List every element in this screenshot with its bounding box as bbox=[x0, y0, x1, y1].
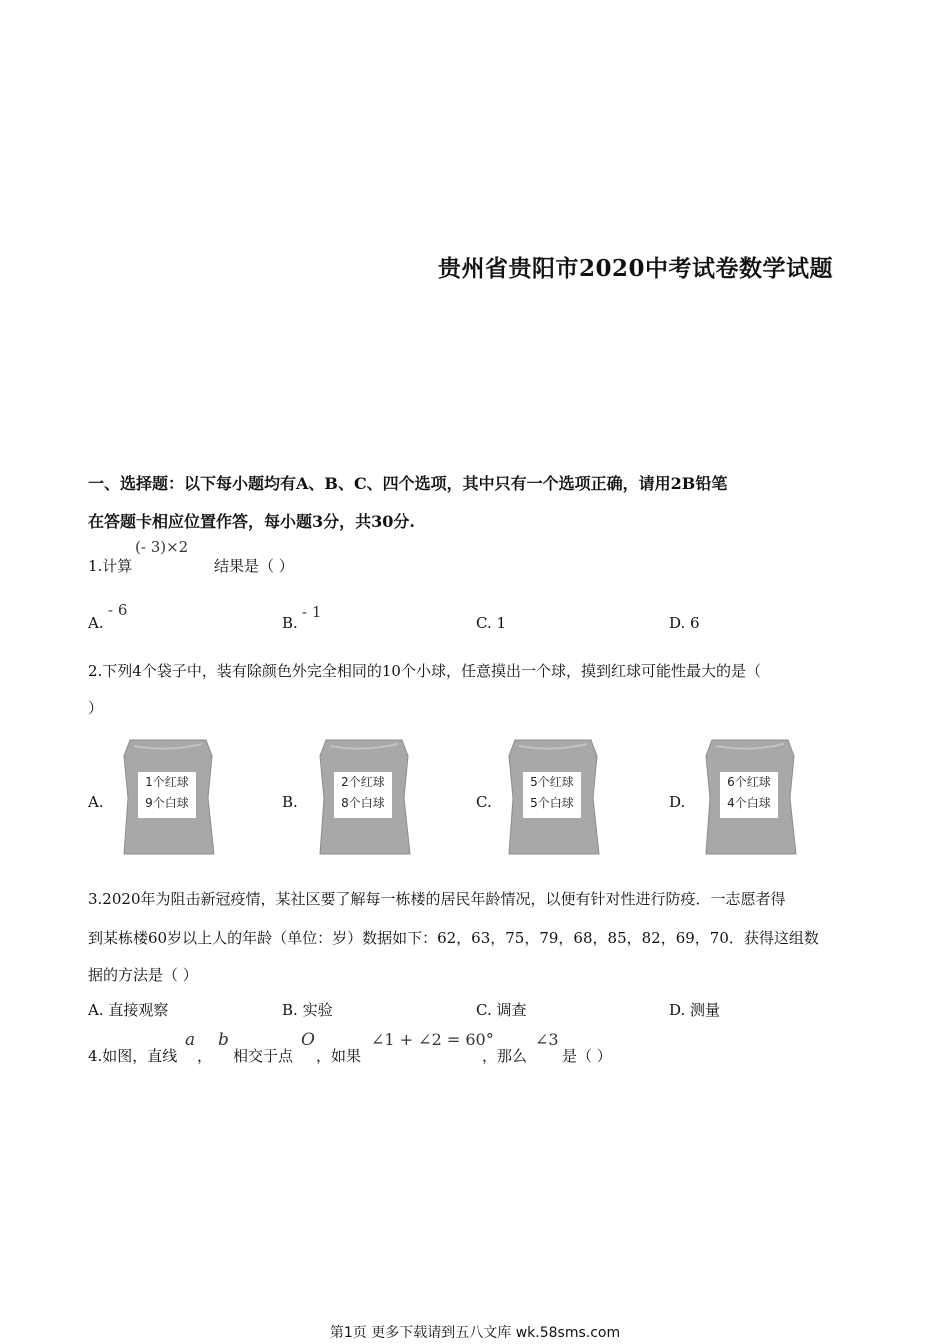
bag-red-count: 1个红球 bbox=[145, 775, 189, 789]
q2-line-1: 2.下列4个袋子中，装有除颜色外完全相同的10个小球，任意摸出一个球，摸到红球可能性最大的是（ bbox=[88, 662, 761, 680]
q2-option-d-bag bbox=[702, 738, 798, 858]
q3-option-d-value: 测量 bbox=[690, 1001, 721, 1019]
page-footer: 第1页 更多下载请到五八文库 wk.58sms.com bbox=[329, 1325, 621, 1341]
bag-white-count: 8个白球 bbox=[341, 796, 385, 810]
q4-mid: 相交于点 bbox=[233, 1047, 294, 1065]
q4-prefix: 4.如图，直线 bbox=[88, 1047, 178, 1065]
q4-angle-3: ∠3 bbox=[535, 1030, 559, 1049]
q4-then: ，那么 bbox=[482, 1047, 528, 1065]
q1-option-b-label: B. bbox=[282, 614, 298, 632]
q2-option-a-bag bbox=[120, 738, 216, 858]
q1-option-d bbox=[669, 614, 700, 632]
q3-option-c bbox=[476, 999, 527, 1020]
q3-line-3: 据的方法是（ ） bbox=[88, 966, 198, 984]
q1-option-a-value: - 6 bbox=[108, 601, 128, 619]
bag-white-count: 9个白球 bbox=[145, 796, 189, 810]
q1-prefix: 1.计算 bbox=[88, 557, 133, 575]
q2-option-b-bag bbox=[316, 738, 412, 858]
q1-option-d-value: 6 bbox=[690, 614, 700, 632]
bag-label bbox=[138, 772, 196, 818]
q4-line-a: a bbox=[185, 1030, 196, 1050]
q1-option-d-label: D. bbox=[669, 614, 686, 632]
q3-option-a-value: 直接观察 bbox=[108, 1001, 169, 1019]
q3-line-1: 3.2020年为阻击新冠疫情，某社区要了解每一栋楼的居民年龄情况，以便有针对性进行防疫．一志愿者得 bbox=[88, 890, 786, 908]
q2-line-2: ） bbox=[88, 699, 104, 717]
section-line-2: 在答题卡相应位置作答，每小题3分，共30分. bbox=[88, 512, 415, 531]
q4-point-o: O bbox=[301, 1030, 315, 1050]
q3-option-a-label: A. bbox=[88, 1001, 104, 1019]
q3-line-2: 到某栋楼60岁以上人的年龄（单位：岁）数据如下：62，63，75，79，68，85，82，69，70．获得这组数 bbox=[88, 929, 819, 947]
q4-cond-prefix: ，如果 bbox=[316, 1047, 362, 1065]
q2-option-d-label: D. bbox=[669, 793, 686, 811]
q1-suffix: 结果是（ ） bbox=[214, 557, 294, 575]
q3-option-b bbox=[282, 999, 333, 1020]
q1-option-b-value: - 1 bbox=[302, 603, 322, 621]
q3-option-b-value: 实验 bbox=[302, 1001, 333, 1019]
q2-option-c-label: C. bbox=[476, 793, 492, 811]
q4-condition: ∠1 + ∠2 = 60° bbox=[371, 1030, 494, 1049]
q3-option-d bbox=[669, 999, 720, 1020]
bag-red-count: 2个红球 bbox=[341, 775, 385, 789]
q3-option-d-label: D. bbox=[669, 1001, 686, 1019]
q2-option-c-bag bbox=[505, 738, 601, 858]
q3-option-a bbox=[88, 999, 168, 1020]
q3-option-b-label: B. bbox=[282, 1001, 298, 1019]
q1-option-c-label: C. bbox=[476, 614, 492, 632]
q2-option-a-label: A. bbox=[88, 793, 104, 811]
bag-white-count: 5个白球 bbox=[530, 796, 574, 810]
q4-suffix: 是（ ） bbox=[562, 1047, 612, 1065]
bag-label bbox=[334, 772, 392, 818]
q3-option-c-label: C. bbox=[476, 1001, 492, 1019]
q2-option-b-label: B. bbox=[282, 793, 298, 811]
q3-option-c-value: 调查 bbox=[496, 1001, 527, 1019]
q1-option-a-label: A. bbox=[88, 614, 104, 632]
q4-comma: ， bbox=[197, 1047, 213, 1065]
section-instructions bbox=[88, 465, 868, 541]
q1-expression: (- 3)×2 bbox=[135, 538, 189, 556]
bag-label bbox=[523, 772, 581, 818]
document-title: 贵州省贵阳市2020中考试卷数学试题 bbox=[438, 255, 834, 282]
q1-option-c bbox=[476, 614, 506, 632]
q1-option-c-value: 1 bbox=[496, 614, 507, 632]
bag-red-count: 5个红球 bbox=[530, 775, 574, 789]
q4-line-b: b bbox=[218, 1030, 229, 1050]
bag-red-count: 6个红球 bbox=[727, 775, 771, 789]
bag-white-count: 4个白球 bbox=[727, 796, 771, 810]
section-line-1: 一、选择题：以下每小题均有A、B、C、四个选项，其中只有一个选项正确，请用2B铅笔 bbox=[88, 474, 728, 493]
bag-label bbox=[720, 772, 778, 818]
